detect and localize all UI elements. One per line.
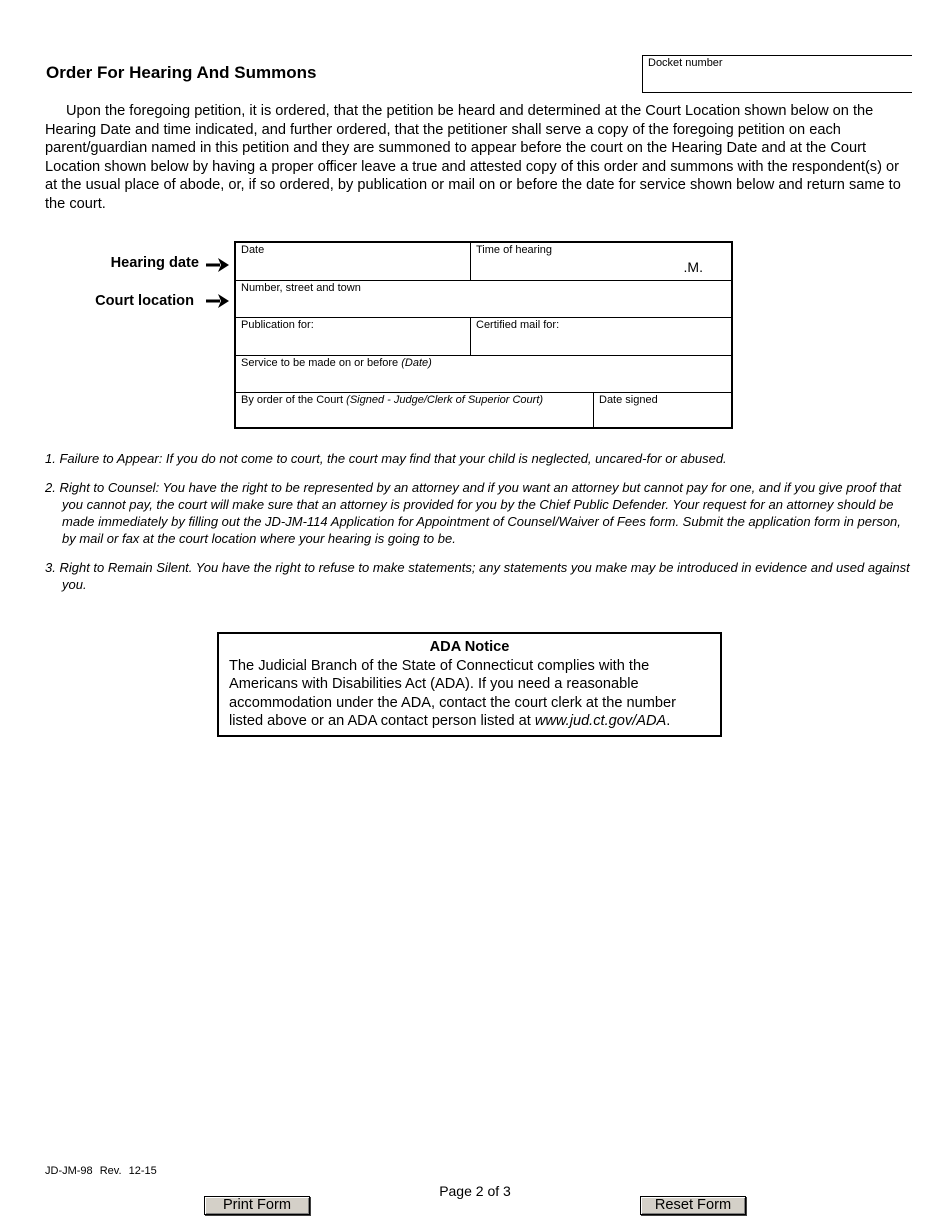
notice-right-to-counsel: 2. Right to Counsel: You have the right to be represented by an attorney and if you want an attorney but cannot pay for one, and if you give proof that you cannot pay, the court will make sure that an attorney is provided for you by the Chief Public Defender. Your request for an attorney should be made immediately by filling out the JD-JM-114 Application for Appointment of Counsel/Waiver of Fees form. Submit the application form in person, by mail or fax at the court location where your hearing is going to be. [45,480,902,546]
docket-number-field[interactable] [642,55,912,93]
date-label: Date [241,244,265,256]
certified-mail-label: Certified mail for: [476,319,560,331]
print-form-button[interactable]: Print Form [204,1196,310,1215]
publication-label: Publication for: [241,319,314,331]
hearing-date-label: Hearing date [110,255,199,271]
certified-mail-input[interactable] [474,333,728,353]
docket-number-label: Docket number [648,57,723,69]
hearing-form-table [234,241,733,429]
order-signature-input[interactable] [239,405,590,425]
time-meridiem-suffix: .M. [683,259,703,275]
reset-form-button[interactable]: Reset Form [640,1196,746,1215]
court-address-field[interactable] [236,280,731,317]
court-location-label: Court location [95,293,194,309]
ada-notice-text: The Judicial Branch of the State of Connecticut complies with the Americans with Disabilities Act (ADA). If you need a reasonable accommodation under the ADA, contact the court clerk at the number listed above or an ADA contact person listed at www.jud.ct.gov/ADA. [229,657,676,730]
service-date-input[interactable] [239,370,728,390]
notices-list [45,450,915,593]
time-field[interactable] [470,243,731,280]
court-address-input[interactable] [239,295,728,315]
date-signed-field[interactable] [593,392,731,427]
time-of-hearing-label: Time of hearing [476,244,553,256]
publication-field[interactable] [236,317,470,355]
ada-notice-title: ADA Notice [429,639,510,655]
ada-notice-box [217,632,722,737]
notice-right-to-remain-silent: 3. Right to Remain Silent. You have the right to refuse to make statements; any statements you make may be introduced in evidence and used against you. [45,560,910,592]
intro-paragraph: Upon the foregoing petition, it is ordered, that the petition be heard and determined at the Court Location shown below on the Hearing Date and time indicated, and further ordered, that the petitioner shall serve a copy of the foregoing petition on each parent/guardian named in this petition and they are summoned to appear before the court on the Hearing Date and at the Court Location shown below by having a proper officer leave a true and attested copy of this order and summons with the respondent(s) or at the usual place of abode, or, if so ordered, by publication or mail on or before the date for service shown below and return same to the court. [45,103,901,212]
address-label: Number, street and town [241,282,361,294]
form-id: JD-JM-98 Rev. 12-15 [45,1165,157,1177]
right-arrow-icon [206,293,230,309]
service-date-field[interactable] [236,355,731,392]
docket-number-input[interactable] [646,70,909,90]
order-of-court-label: By order of the Court (Signed - Judge/Clerk of Superior Court) [241,394,544,406]
order-signature-field[interactable] [236,392,593,427]
right-arrow-icon [206,257,230,273]
page-title: Order For Hearing And Summons [46,63,317,82]
service-date-label: Service to be made on or before (Date) [241,357,432,369]
ada-link: www.jud.ct.gov/ADA [534,713,667,730]
date-signed-label: Date signed [599,394,658,406]
certified-mail-field[interactable] [470,317,731,355]
hearing-date-input[interactable] [239,258,467,278]
publication-input[interactable] [239,333,467,353]
notice-failure-to-appear: 1. Failure to Appear: If you do not come to court, the court may find that your child is neglected, uncared-for or abused. [45,451,727,466]
time-of-hearing-input[interactable] [474,258,671,278]
date-signed-input[interactable] [597,405,728,425]
date-field[interactable] [236,243,470,280]
page-number: Page 2 of 3 [439,1183,511,1199]
